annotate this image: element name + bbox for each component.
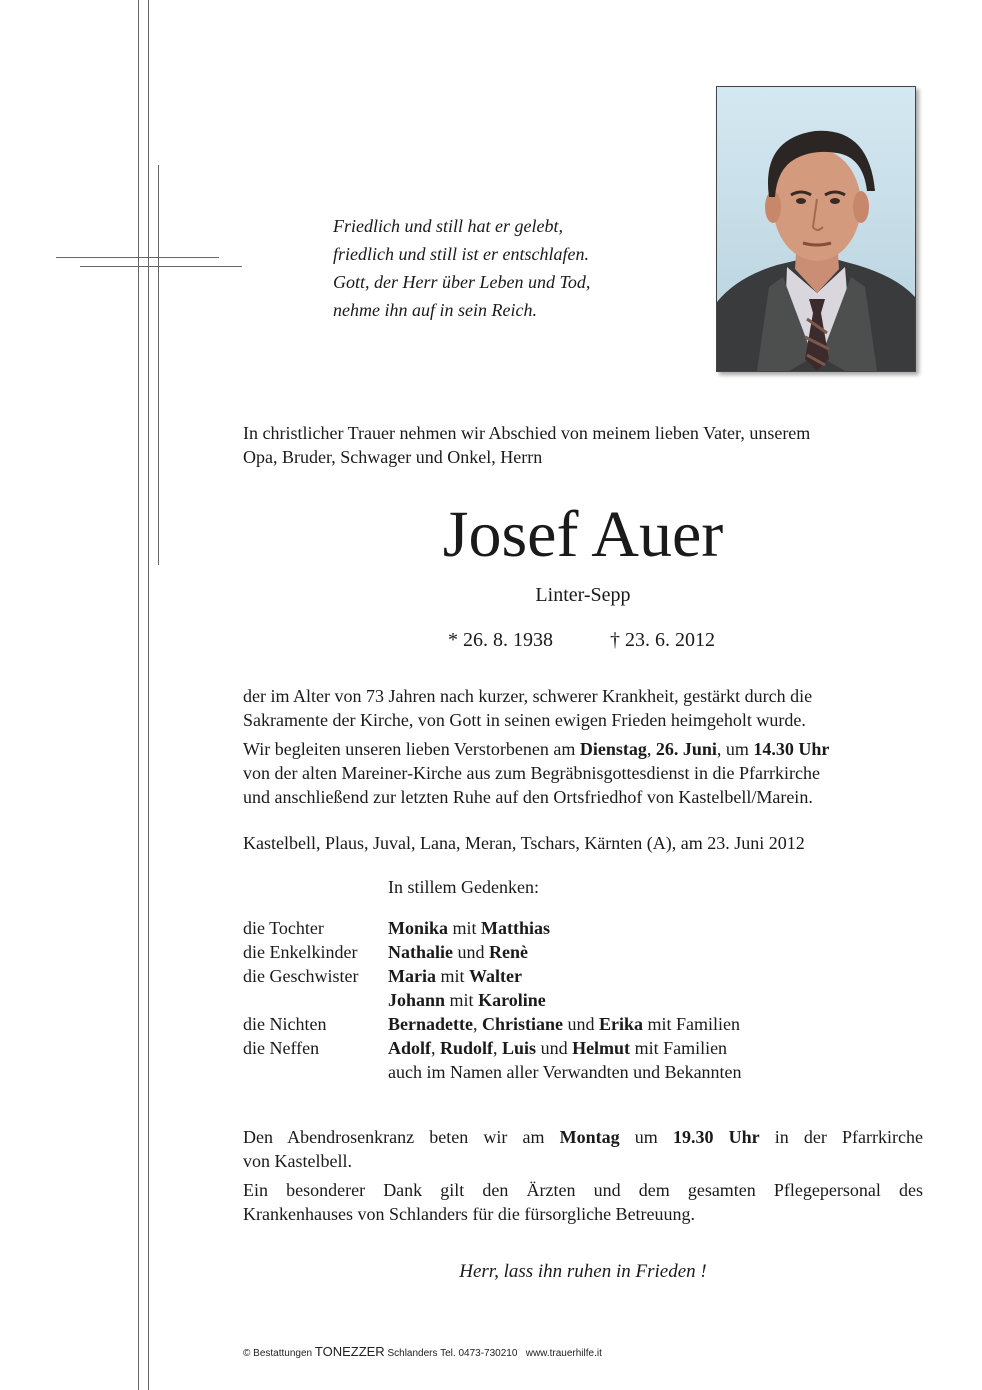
relative-label: die Geschwister xyxy=(243,966,359,986)
relative-name: Erika xyxy=(598,1014,643,1034)
intro-line: Opa, Bruder, Schwager und Onkel, Herrn xyxy=(243,447,543,467)
footer-contact: Schlanders Tel. 0473-730210 www.trauerhilfe.it xyxy=(384,1348,602,1359)
text-fragment: , xyxy=(431,1038,441,1058)
text-fragment: um xyxy=(619,1127,673,1147)
birth-date: * 26. 8. 1938 xyxy=(448,629,553,651)
text-fragment: , xyxy=(493,1038,503,1058)
thanks-line-2: Krankenhauses von Schlanders für die fürsorgliche Betreuung. xyxy=(243,1204,696,1224)
relative-name: Luis xyxy=(502,1038,537,1058)
relative-name: Helmut xyxy=(572,1038,631,1058)
cross-vertical-line-2 xyxy=(148,0,149,1390)
text-fragment: mit Familien xyxy=(630,1038,728,1058)
text-line: Sakramente der Kirche, von Gott in seinen ewigen Frieden heimgeholt wurde. xyxy=(243,710,806,730)
intro-line: In christlicher Trauer nehmen wir Abschied von meinem lieben Vater, unserem xyxy=(243,423,811,443)
text-fragment: mit xyxy=(445,990,479,1010)
text-fragment: mit xyxy=(448,918,482,938)
funeral-line-2: von der alten Mareiner-Kirche aus zum Begräbnisgottesdienst in die Pfarrkirche xyxy=(243,763,820,783)
thanks-text xyxy=(243,1178,923,1226)
text-fragment: und xyxy=(453,942,489,962)
death-date: † 23. 6. 2012 xyxy=(610,629,715,651)
funeral-day: Dienstag xyxy=(579,739,647,759)
text-fragment: , xyxy=(646,739,656,759)
rosary-text xyxy=(243,1125,923,1173)
place-date xyxy=(243,831,923,855)
rosary-line-2: von Kastelbell. xyxy=(243,1151,352,1171)
place-date-text: Kastelbell, Plaus, Juval, Lana, Meran, Tschars, Kärnten (A), am 23. Juni 2012 xyxy=(243,833,805,853)
relative-names xyxy=(388,1036,727,1060)
relative-name: Matthias xyxy=(481,918,551,938)
relative-name: Renè xyxy=(489,942,528,962)
deceased-nickname: Linter-Sepp xyxy=(535,584,631,606)
text-fragment: , xyxy=(472,1014,482,1034)
cross-vertical-line-3 xyxy=(158,165,159,565)
relative-name: Walter xyxy=(469,966,522,986)
relative-name: Johann xyxy=(388,990,446,1010)
text-fragment: mit Familien xyxy=(643,1014,740,1034)
quote-line: nehme ihn auf in sein Reich. xyxy=(333,300,537,320)
relative-name: Adolf xyxy=(388,1038,432,1058)
footer-prefix: © Bestattungen xyxy=(243,1348,315,1359)
funeral-time: 14.30 Uhr xyxy=(753,739,830,759)
relative-label: die Tochter xyxy=(243,918,324,938)
quote-line: Gott, der Herr über Leben und Tod, xyxy=(333,272,591,292)
relative-names xyxy=(388,1012,740,1036)
funeral-line-3: und anschließend zur letzten Ruhe auf den Ortsfriedhof von Kastelbell/Marein. xyxy=(243,787,813,807)
rosary-time: 19.30 Uhr xyxy=(672,1127,760,1147)
funeral-date: 26. Juni xyxy=(655,739,717,759)
memorial-quote xyxy=(333,212,590,324)
text-fragment: Wir begleiten unseren lieben Verstorbenen am xyxy=(243,739,580,759)
funeral-line-1 xyxy=(243,737,923,761)
death-announcement-text xyxy=(243,684,923,732)
relative-names xyxy=(388,988,546,1012)
rosary-line-1 xyxy=(243,1125,923,1149)
relative-names xyxy=(388,916,550,940)
text-fragment: , um xyxy=(716,739,754,759)
text-line: der im Alter von 73 Jahren nach kurzer, schwerer Krankheit, gestärkt durch die xyxy=(243,686,813,706)
cross-vertical-line-1 xyxy=(138,0,139,1390)
portrait-illustration xyxy=(717,87,915,371)
relative-name: Christiane xyxy=(481,1014,563,1034)
relative-name: Maria xyxy=(388,966,436,986)
text-fragment: und xyxy=(562,1014,599,1034)
relative-name: Monika xyxy=(388,918,449,938)
relative-names xyxy=(388,964,522,988)
relative-name: Bernadette xyxy=(388,1014,473,1034)
portrait-photo xyxy=(716,86,916,372)
text-fragment: mit xyxy=(435,966,469,986)
relative-names xyxy=(388,940,528,964)
relatives-note: auch im Namen aller Verwandten und Bekannten xyxy=(388,1062,742,1082)
text-fragment: und xyxy=(536,1038,573,1058)
cross-horizontal-line-2 xyxy=(80,266,242,267)
closing-prayer: Herr, lass ihn ruhen in Frieden ! xyxy=(459,1261,707,1282)
quote-line: Friedlich und still hat er gelebt, xyxy=(333,216,563,236)
funeral-text xyxy=(243,737,923,809)
relative-name: Karoline xyxy=(478,990,546,1010)
text-fragment: in der Pfarrkirche xyxy=(759,1127,923,1147)
footer-brand: TONEZZER xyxy=(314,1344,385,1359)
in-memory-heading: In stillem Gedenken: xyxy=(388,877,539,897)
footer xyxy=(243,1344,602,1359)
cross-horizontal-line-1 xyxy=(56,257,219,258)
relative-label: die Nichten xyxy=(243,1014,327,1034)
deceased-name: Josef Auer xyxy=(442,498,724,571)
text-fragment: Den Abendrosenkranz beten wir am xyxy=(243,1127,560,1147)
thanks-line-1: Ein besonderer Dank gilt den Ärzten und dem gesamten Pflegepersonal des xyxy=(243,1180,923,1200)
quote-line: friedlich und still ist er entschlafen. xyxy=(333,244,589,264)
relative-label: die Enkelkinder xyxy=(243,942,358,962)
relative-label: die Neffen xyxy=(243,1038,320,1058)
intro-text xyxy=(243,421,923,469)
relative-name: Nathalie xyxy=(388,942,453,962)
rosary-day: Montag xyxy=(559,1127,620,1147)
relative-name: Rudolf xyxy=(440,1038,494,1058)
